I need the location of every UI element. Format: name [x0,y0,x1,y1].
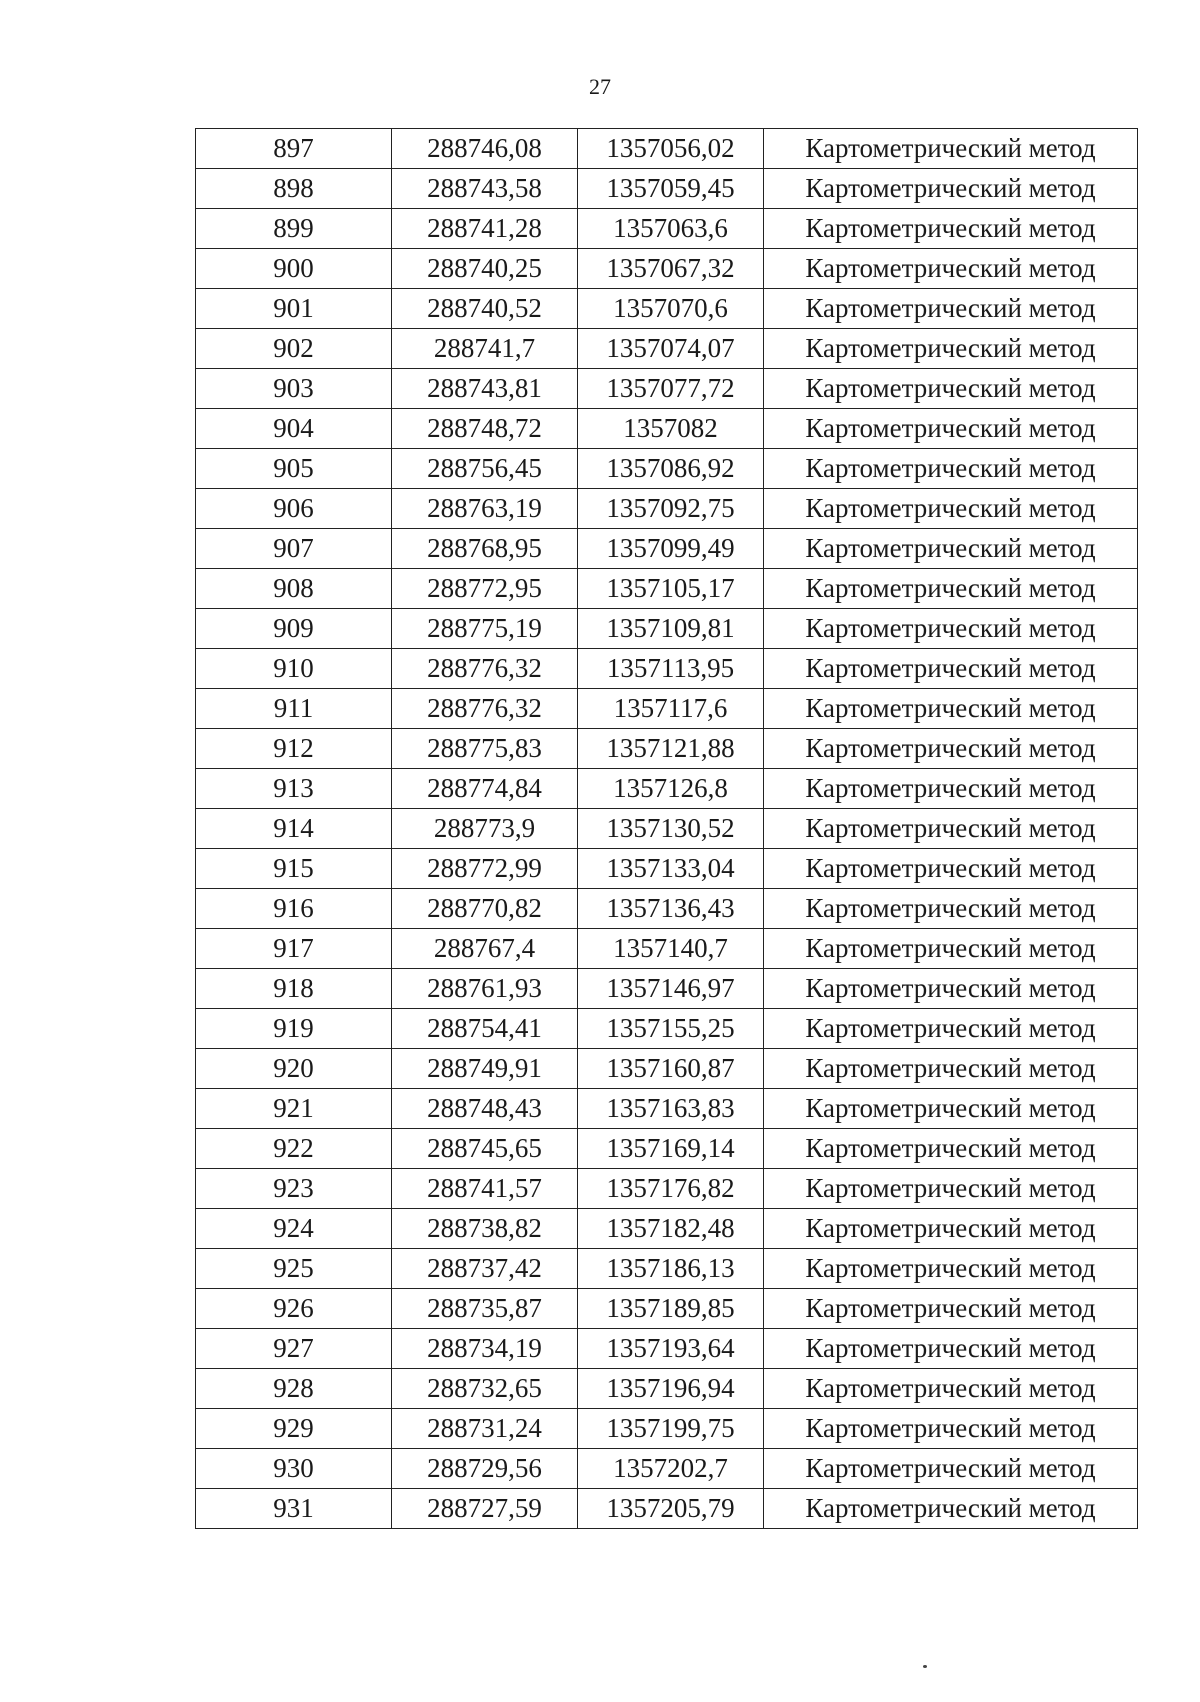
method-cell: Картометрический метод [764,1329,1138,1369]
y-coordinate-cell: 1357117,6 [578,689,764,729]
y-coordinate-cell: 1357056,02 [578,129,764,169]
method-cell: Картометрический метод [764,1409,1138,1449]
point-number-cell: 922 [196,1129,392,1169]
table-row [196,1209,1138,1249]
table-row [196,689,1138,729]
point-number-cell: 907 [196,529,392,569]
y-coordinate-cell: 1357092,75 [578,489,764,529]
method-cell: Картометрический метод [764,1209,1138,1249]
table-row [196,1249,1138,1289]
x-coordinate-cell: 288748,43 [392,1089,578,1129]
point-number-cell: 914 [196,809,392,849]
x-coordinate-cell: 288735,87 [392,1289,578,1329]
x-coordinate-cell: 288763,19 [392,489,578,529]
method-cell: Картометрический метод [764,289,1138,329]
method-cell: Картометрический метод [764,849,1138,889]
table-row [196,289,1138,329]
table-row [196,1089,1138,1129]
y-coordinate-cell: 1357105,17 [578,569,764,609]
method-cell: Картометрический метод [764,529,1138,569]
y-coordinate-cell: 1357169,14 [578,1129,764,1169]
x-coordinate-cell: 288746,08 [392,129,578,169]
table-row [196,729,1138,769]
y-coordinate-cell: 1357074,07 [578,329,764,369]
point-number-cell: 919 [196,1009,392,1049]
y-coordinate-cell: 1357099,49 [578,529,764,569]
method-cell: Картометрический метод [764,569,1138,609]
table-row [196,1009,1138,1049]
table-row [196,529,1138,569]
method-cell: Картометрический метод [764,209,1138,249]
x-coordinate-cell: 288748,72 [392,409,578,449]
point-number-cell: 905 [196,449,392,489]
point-number-cell: 904 [196,409,392,449]
y-coordinate-cell: 1357109,81 [578,609,764,649]
table-row [196,1329,1138,1369]
method-cell: Картометрический метод [764,609,1138,649]
method-cell: Картометрический метод [764,329,1138,369]
y-coordinate-cell: 1357176,82 [578,1169,764,1209]
method-cell: Картометрический метод [764,1289,1138,1329]
y-coordinate-cell: 1357067,32 [578,249,764,289]
x-coordinate-cell: 288729,56 [392,1449,578,1489]
table-row [196,1289,1138,1329]
table-row [196,129,1138,169]
point-number-cell: 923 [196,1169,392,1209]
method-cell: Картометрический метод [764,369,1138,409]
x-coordinate-cell: 288761,93 [392,969,578,1009]
x-coordinate-cell: 288775,83 [392,729,578,769]
method-cell: Картометрический метод [764,1489,1138,1529]
table-row [196,889,1138,929]
scan-speck [923,1665,927,1668]
point-number-cell: 930 [196,1449,392,1489]
x-coordinate-cell: 288773,9 [392,809,578,849]
x-coordinate-cell: 288743,58 [392,169,578,209]
x-coordinate-cell: 288775,19 [392,609,578,649]
point-number-cell: 909 [196,609,392,649]
y-coordinate-cell: 1357140,7 [578,929,764,969]
table-row [196,169,1138,209]
method-cell: Картометрический метод [764,889,1138,929]
table-row [196,769,1138,809]
method-cell: Картометрический метод [764,969,1138,1009]
method-cell: Картометрический метод [764,1249,1138,1289]
point-number-cell: 931 [196,1489,392,1529]
method-cell: Картометрический метод [764,729,1138,769]
y-coordinate-cell: 1357070,6 [578,289,764,329]
x-coordinate-cell: 288731,24 [392,1409,578,1449]
x-coordinate-cell: 288772,95 [392,569,578,609]
y-coordinate-cell: 1357196,94 [578,1369,764,1409]
table-row [196,1489,1138,1529]
y-coordinate-cell: 1357199,75 [578,1409,764,1449]
point-number-cell: 903 [196,369,392,409]
x-coordinate-cell: 288732,65 [392,1369,578,1409]
method-cell: Картометрический метод [764,1129,1138,1169]
table-row [196,969,1138,1009]
y-coordinate-cell: 1357086,92 [578,449,764,489]
page-number: 27 [589,74,611,99]
y-coordinate-cell: 1357182,48 [578,1209,764,1249]
coordinates-table [195,128,1138,1529]
x-coordinate-cell: 288740,52 [392,289,578,329]
point-number-cell: 910 [196,649,392,689]
point-number-cell: 900 [196,249,392,289]
table-row [196,809,1138,849]
table-row [196,329,1138,369]
y-coordinate-cell: 1357186,13 [578,1249,764,1289]
coordinates-table-body [196,129,1138,1529]
point-number-cell: 898 [196,169,392,209]
x-coordinate-cell: 288776,32 [392,689,578,729]
x-coordinate-cell: 288754,41 [392,1009,578,1049]
y-coordinate-cell: 1357136,43 [578,889,764,929]
x-coordinate-cell: 288740,25 [392,249,578,289]
method-cell: Картометрический метод [764,649,1138,689]
x-coordinate-cell: 288756,45 [392,449,578,489]
table-row [196,1129,1138,1169]
method-cell: Картометрический метод [764,1369,1138,1409]
method-cell: Картометрический метод [764,769,1138,809]
table-row [196,449,1138,489]
method-cell: Картометрический метод [764,1169,1138,1209]
x-coordinate-cell: 288767,4 [392,929,578,969]
y-coordinate-cell: 1357126,8 [578,769,764,809]
method-cell: Картометрический метод [764,1089,1138,1129]
point-number-cell: 911 [196,689,392,729]
point-number-cell: 921 [196,1089,392,1129]
x-coordinate-cell: 288745,65 [392,1129,578,1169]
x-coordinate-cell: 288743,81 [392,369,578,409]
point-number-cell: 902 [196,329,392,369]
x-coordinate-cell: 288741,28 [392,209,578,249]
method-cell: Картометрический метод [764,689,1138,729]
x-coordinate-cell: 288776,32 [392,649,578,689]
table-row [196,1449,1138,1489]
y-coordinate-cell: 1357205,79 [578,1489,764,1529]
table-row [196,209,1138,249]
y-coordinate-cell: 1357077,72 [578,369,764,409]
point-number-cell: 925 [196,1249,392,1289]
y-coordinate-cell: 1357133,04 [578,849,764,889]
x-coordinate-cell: 288770,82 [392,889,578,929]
method-cell: Картометрический метод [764,249,1138,289]
point-number-cell: 917 [196,929,392,969]
y-coordinate-cell: 1357160,87 [578,1049,764,1089]
y-coordinate-cell: 1357130,52 [578,809,764,849]
table-row [196,1409,1138,1449]
y-coordinate-cell: 1357202,7 [578,1449,764,1489]
point-number-cell: 899 [196,209,392,249]
method-cell: Картометрический метод [764,809,1138,849]
x-coordinate-cell: 288768,95 [392,529,578,569]
method-cell: Картометрический метод [764,409,1138,449]
point-number-cell: 924 [196,1209,392,1249]
method-cell: Картометрический метод [764,1449,1138,1489]
point-number-cell: 901 [196,289,392,329]
table-row [196,849,1138,889]
x-coordinate-cell: 288738,82 [392,1209,578,1249]
y-coordinate-cell: 1357146,97 [578,969,764,1009]
table-row [196,489,1138,529]
table-row [196,929,1138,969]
x-coordinate-cell: 288737,42 [392,1249,578,1289]
point-number-cell: 913 [196,769,392,809]
point-number-cell: 926 [196,1289,392,1329]
table-row [196,609,1138,649]
point-number-cell: 928 [196,1369,392,1409]
point-number-cell: 915 [196,849,392,889]
table-row [196,249,1138,289]
y-coordinate-cell: 1357163,83 [578,1089,764,1129]
table-row [196,369,1138,409]
table-row [196,649,1138,689]
point-number-cell: 929 [196,1409,392,1449]
y-coordinate-cell: 1357063,6 [578,209,764,249]
method-cell: Картометрический метод [764,449,1138,489]
y-coordinate-cell: 1357059,45 [578,169,764,209]
y-coordinate-cell: 1357121,88 [578,729,764,769]
method-cell: Картометрический метод [764,129,1138,169]
table-row [196,1369,1138,1409]
method-cell: Картометрический метод [764,489,1138,529]
x-coordinate-cell: 288727,59 [392,1489,578,1529]
table-row [196,569,1138,609]
method-cell: Картометрический метод [764,1009,1138,1049]
table-row [196,1049,1138,1089]
y-coordinate-cell: 1357082 [578,409,764,449]
point-number-cell: 916 [196,889,392,929]
y-coordinate-cell: 1357193,64 [578,1329,764,1369]
point-number-cell: 906 [196,489,392,529]
table-row [196,1169,1138,1209]
point-number-cell: 912 [196,729,392,769]
y-coordinate-cell: 1357189,85 [578,1289,764,1329]
point-number-cell: 897 [196,129,392,169]
x-coordinate-cell: 288741,57 [392,1169,578,1209]
method-cell: Картометрический метод [764,169,1138,209]
point-number-cell: 920 [196,1049,392,1089]
method-cell: Картометрический метод [764,1049,1138,1089]
x-coordinate-cell: 288749,91 [392,1049,578,1089]
point-number-cell: 908 [196,569,392,609]
point-number-cell: 918 [196,969,392,1009]
y-coordinate-cell: 1357113,95 [578,649,764,689]
x-coordinate-cell: 288774,84 [392,769,578,809]
x-coordinate-cell: 288741,7 [392,329,578,369]
x-coordinate-cell: 288772,99 [392,849,578,889]
method-cell: Картометрический метод [764,929,1138,969]
table-row [196,409,1138,449]
point-number-cell: 927 [196,1329,392,1369]
y-coordinate-cell: 1357155,25 [578,1009,764,1049]
x-coordinate-cell: 288734,19 [392,1329,578,1369]
